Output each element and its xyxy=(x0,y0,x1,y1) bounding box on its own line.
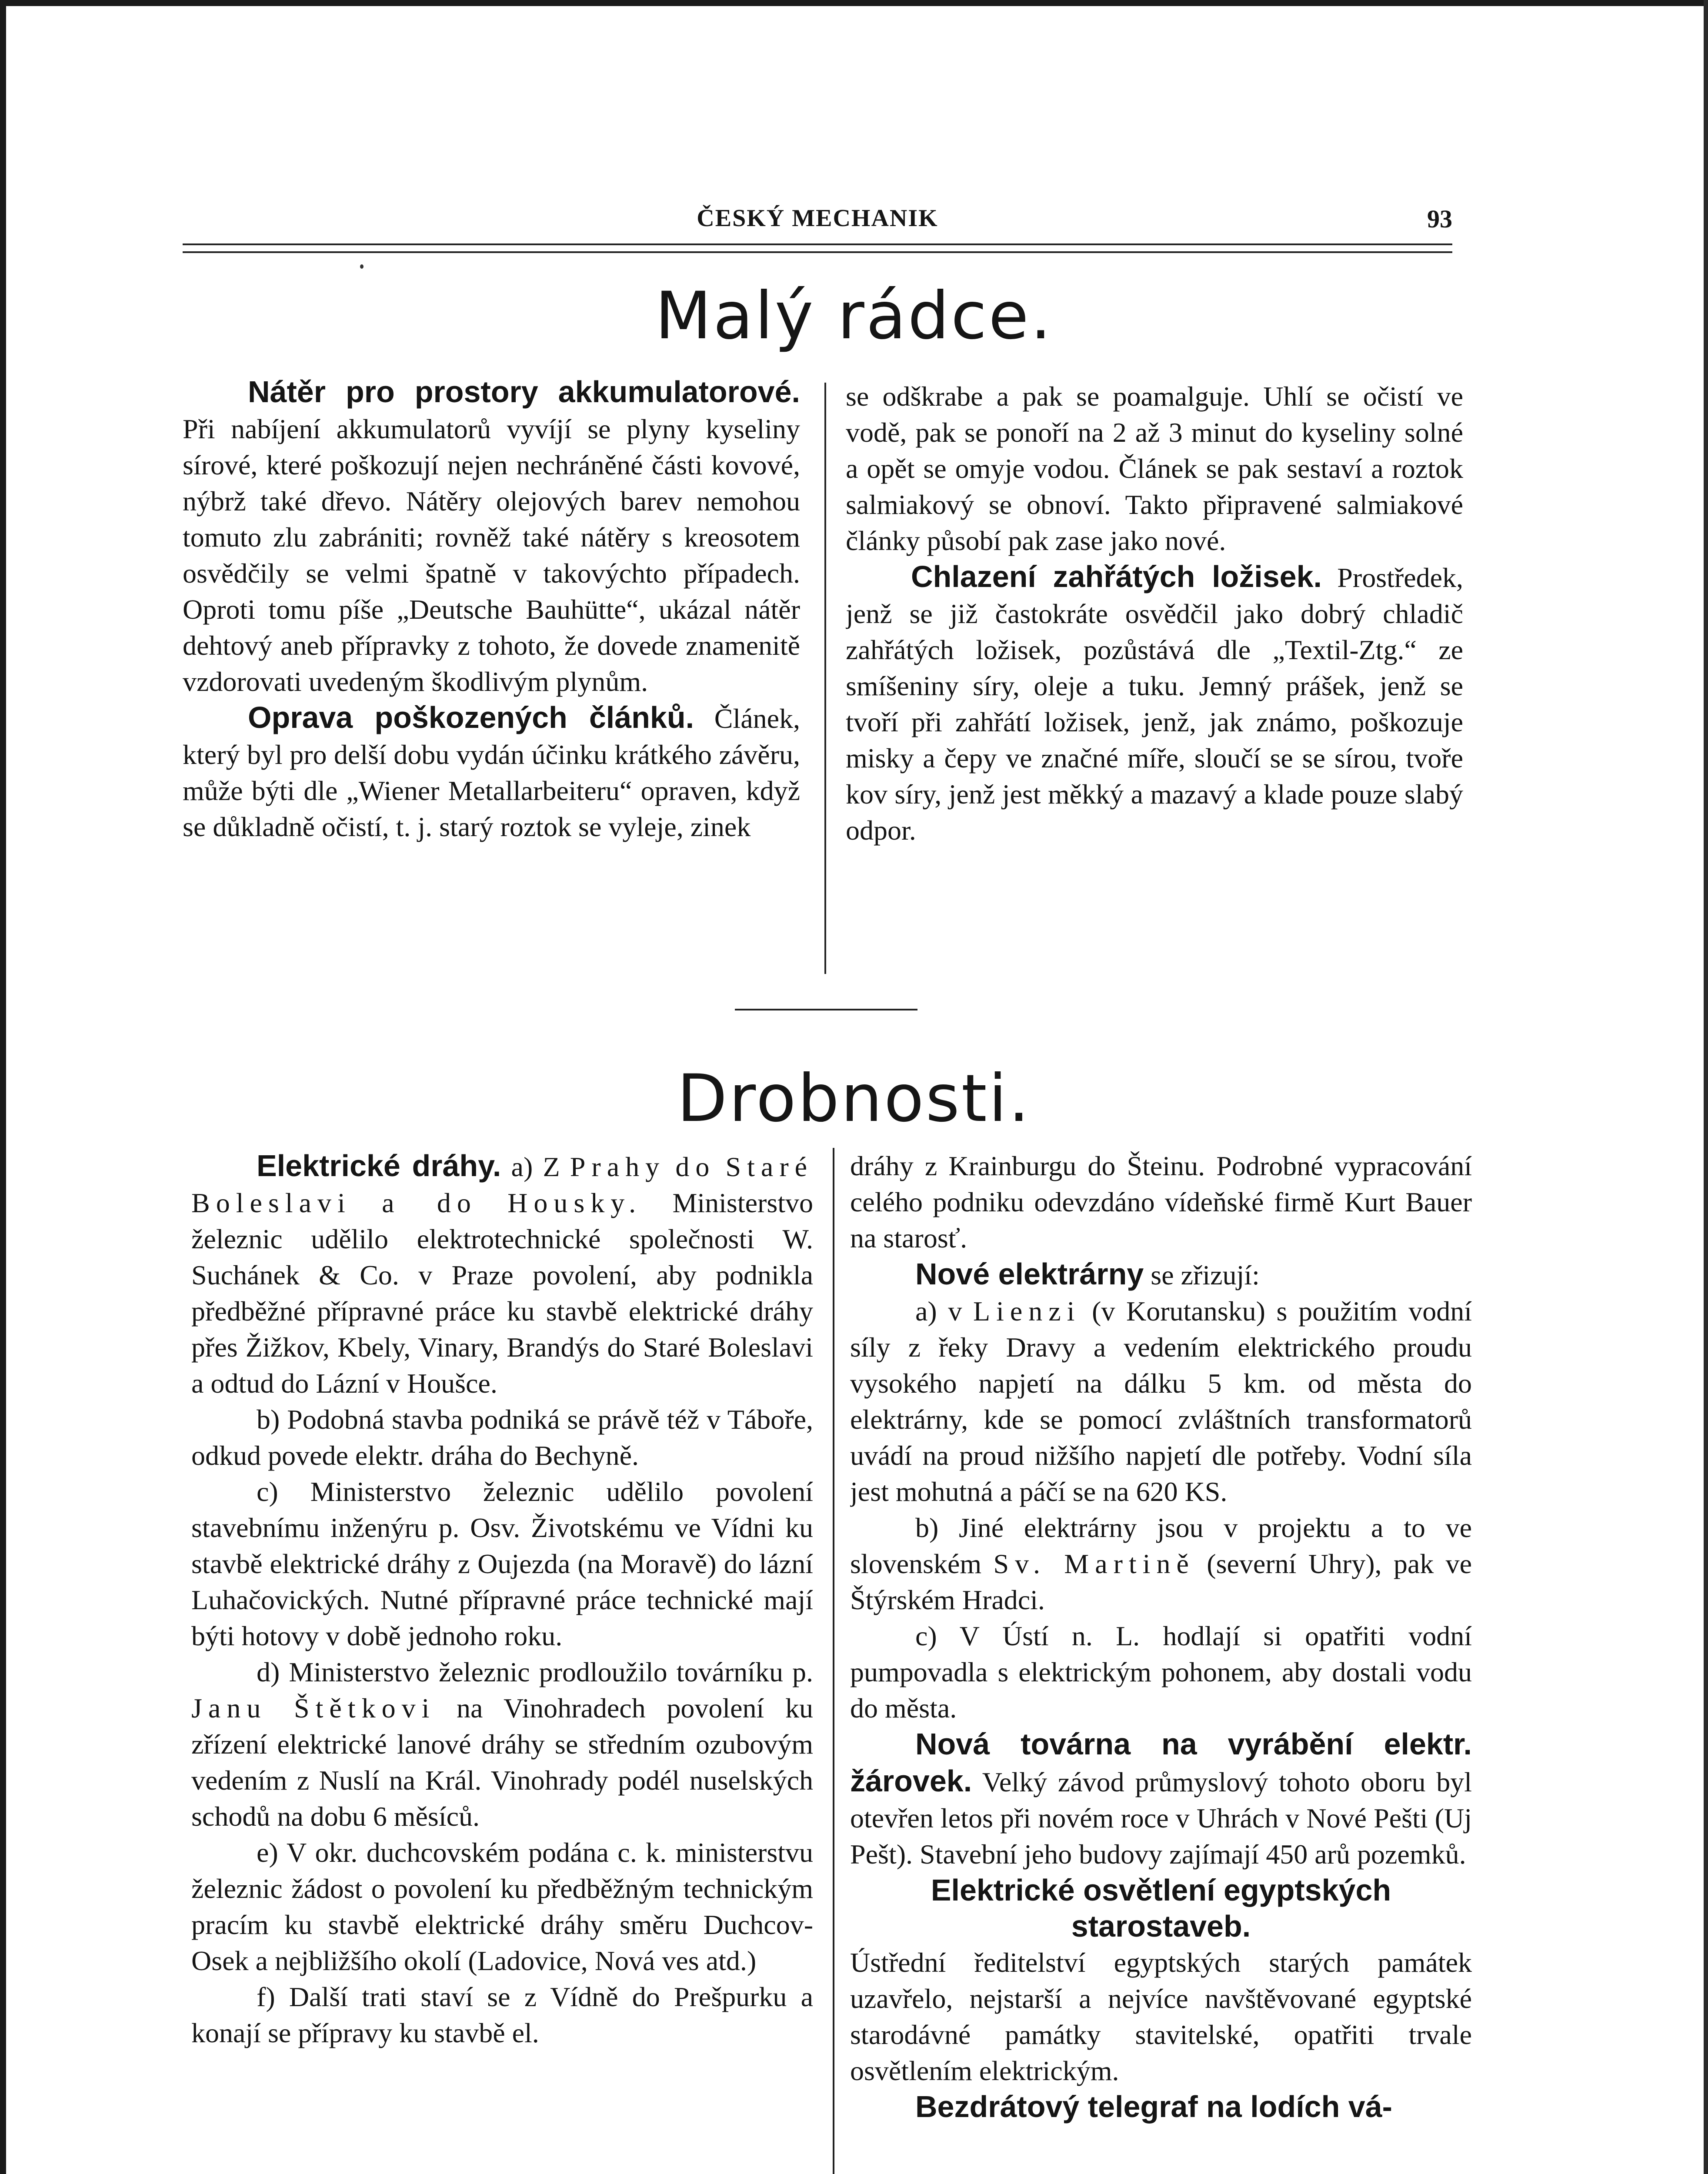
spaced-place-name: Sv. Martině xyxy=(993,1548,1195,1579)
article-text: na Vinohradech povolení ku zřízení elektrické lanové dráhy se středním ozubovým vedením z Nuslí na Král. Vinohrady podél nuselských schodů na dobu 6 měsíců. xyxy=(191,1693,813,1832)
article-text: Velký závod průmyslový tohoto oboru byl otevřen letos při novém roce v Uhrách v Nové Pešti (Uj Pešt). Stavební jeho budovy zajímají 450 arů pozemků. xyxy=(850,1767,1472,1870)
article-text: a) v xyxy=(915,1296,962,1327)
article-text: a) Z xyxy=(511,1151,560,1182)
column-divider xyxy=(833,1148,834,2174)
page-number: 93 xyxy=(1427,205,1452,233)
maly-radce-left-column xyxy=(183,374,800,983)
article-paragraph xyxy=(850,1510,1472,1618)
article-heading: Elektrické dráhy. xyxy=(257,1149,501,1183)
article-heading: Nátěr pro prostory akkumulatorové. xyxy=(248,375,800,409)
article-paragraph xyxy=(850,1293,1472,1510)
article-heading: Nová továrna na vyrábění elektr. žárovek. xyxy=(850,1727,1472,1798)
article-paragraph: e) V okr. duchcovském podána c. k. ministerstvu železnic žádost o povolení ku předběžným technickým pracím ku stavbě elektrické dráhy směru Duchcov-Osek a nejbližšího okolí (Ladovice, Nová ves atd.) xyxy=(191,1837,813,1976)
article-paragraph xyxy=(850,1726,1472,1872)
article-paragraph xyxy=(846,559,1463,848)
header-double-rule xyxy=(183,243,1452,253)
article-paragraph xyxy=(850,1872,1472,2089)
maly-radce-right-column xyxy=(846,378,1463,944)
article-paragraph xyxy=(850,2089,1472,2126)
article-heading: Chlazení zahřátých ložisek. xyxy=(911,560,1322,594)
article-paragraph xyxy=(846,378,1463,559)
article-paragraph: c) V Ústí n. L. hodlají si opatřiti vodní pumpovadla s elektrickým pohonem, aby dostali vodu do města. xyxy=(850,1620,1472,1724)
article-text: (v Korutansku) s použitím vodní síly z řeky Dravy a vedením elektrického proudu vysokého napjetí na dálku 5 km. od města do elektrárny, kde se pomocí zvláštních transformatorů uvádí na proud nižšího napjetí dle potřeby. Vodní síla jest mohutná a páčí se na 620 KS. xyxy=(850,1296,1472,1507)
article-text: (severní Uhry), pak ve Štýrském Hradci. xyxy=(850,1548,1472,1615)
journal-title: ČESKÝ MECHANIK xyxy=(697,205,938,232)
article-paragraph: dráhy z Krainburgu do Šteinu. Podrobné vypracování celého podniku odevzdáno vídeňské firmě Kurt Bauer na starosť. xyxy=(850,1150,1472,1254)
section-title-drobnosti: Drobnosti. xyxy=(677,1061,1031,1137)
spaced-place-name: Housky. xyxy=(507,1187,642,1218)
article-heading: Nové elektrárny xyxy=(915,1257,1144,1291)
article-paragraph: f) Další trati staví se z Vídně do Prešpurku a konají se přípravy ku stavbě el. xyxy=(191,1981,813,2048)
article-text: Prostředek, jenž se již častokráte osvědčil jako dobrý chladič zahřátých ložisek, pozůstává dle „Textil-Ztg.“ ze smíšeniny síry, oleje a tuku. Jemný prášek, jenž se tvoří při zahřátí ložisek, jenž, jak známo, poškozuje misky a čepy ve značné míře, sloučí se se sírou, tvoře kov síry, jenž jest měkký a mazavý a klade pouze slabý odpor. xyxy=(846,562,1463,846)
spaced-person-name: Janu Štětkovi xyxy=(191,1693,436,1724)
speck-dot xyxy=(360,264,364,269)
spaced-place-name: Lienzi xyxy=(973,1296,1081,1327)
article-paragraph xyxy=(183,700,800,845)
spaced-place-name: Prahy xyxy=(570,1151,666,1182)
article-text: a do xyxy=(382,1187,477,1218)
spaced-place-name: Staré Boleslavi xyxy=(191,1151,813,1218)
article-paragraph xyxy=(850,1256,1472,1293)
article-text: b) Jiné elektrárny jsou v projektu a to ve slovenském xyxy=(850,1512,1472,1579)
article-text: d) Ministerstvo železnic prodloužilo továrníku p. xyxy=(257,1657,813,1687)
article-text: do xyxy=(675,1151,716,1182)
column-divider xyxy=(824,383,826,974)
article-heading: Elektrické osvětlení egyptských starostaveb. xyxy=(931,1873,1391,1943)
article-paragraph xyxy=(191,1148,813,1401)
article-text: se odškrabe a pak se poamalguje. Uhlí se očistí ve vodě, pak se ponoří na 2 až 3 minut do kyseliny solné a opět se omyje vodou. Článek se pak sestaví a roztok salmiakový se obnoví. Takto připravené salmiakové články působí pak zase jako nové. xyxy=(846,381,1463,556)
article-text: Ministerstvo železnic udělilo elektrotechnické společnosti W. Suchánek & Co. v Praze povolení, aby podnikla předběžné přípravné práce ku stavbě elektrické dráhy přes Žižkov, Kbely, Vinary, Brandýs do Staré Boleslavi a odtud do Lázní v Houšce. xyxy=(191,1187,813,1399)
article-paragraph xyxy=(191,1654,813,1834)
section-separator-rule xyxy=(735,1009,917,1010)
section-title-maly-radce: Malý rádce. xyxy=(655,278,1053,354)
article-text: Při nabíjení akkumulatorů vyvíjí se plyny kyseliny sírové, které poškozují nejen nechráněné části kovové, nýbrž také dřevo. Nátěry olejových barev nemohou tomuto zlu zabrániti; rovněž také nátěry s kreosotem osvědčily se velmi špatně v takovýchto případech. Oproti tomu píše „Deutsche Bauhütte“, ukázal nátěr dehtový aneb přípravky z tohoto, že dovede znamenitě vzdorovati uvedeným škodlivým plynům. xyxy=(183,413,800,697)
article-heading: Oprava poškozených článků. xyxy=(248,700,694,734)
running-head xyxy=(183,204,1452,239)
article-paragraph xyxy=(183,374,800,700)
article-text: se zřizují: xyxy=(1151,1260,1260,1290)
article-text: Ústřední ředitelství egyptských starých památek uzavřelo, nejstarší a nejvíce navštěvované egyptské starodávné památky stavitelské, opatřiti trvale osvětlením elektrickým. xyxy=(850,1947,1472,2086)
article-heading: Bezdrátový telegraf na lodích vá- xyxy=(915,2090,1392,2124)
article-paragraph: c) Ministerstvo železnic udělilo povolení stavebnímu inženýru p. Osv. Životskému ve Vídni ku stavbě elektrické dráhy z Oujezda (na Moravě) do lázní Luhačovických. Nutné přípravné práce technické mají býti hotovy v době jednoho roku. xyxy=(191,1476,813,1651)
scan-border-top xyxy=(0,0,1708,6)
drobnosti-left-column xyxy=(191,1148,813,2174)
article-text: Článek, který byl pro delší dobu vydán účinku krátkého závěru, může býti dle „Wiener Metallarbeiteru“ opraven, když se důkladně očistí, t. j. starý roztok se vyleje, zinek xyxy=(183,703,800,842)
article-paragraph: b) Podobná stavba podniká se právě též v Táboře, odkud povede elektr. dráha do Bechyně. xyxy=(191,1404,813,1471)
drobnosti-right-column xyxy=(850,1148,1472,2174)
